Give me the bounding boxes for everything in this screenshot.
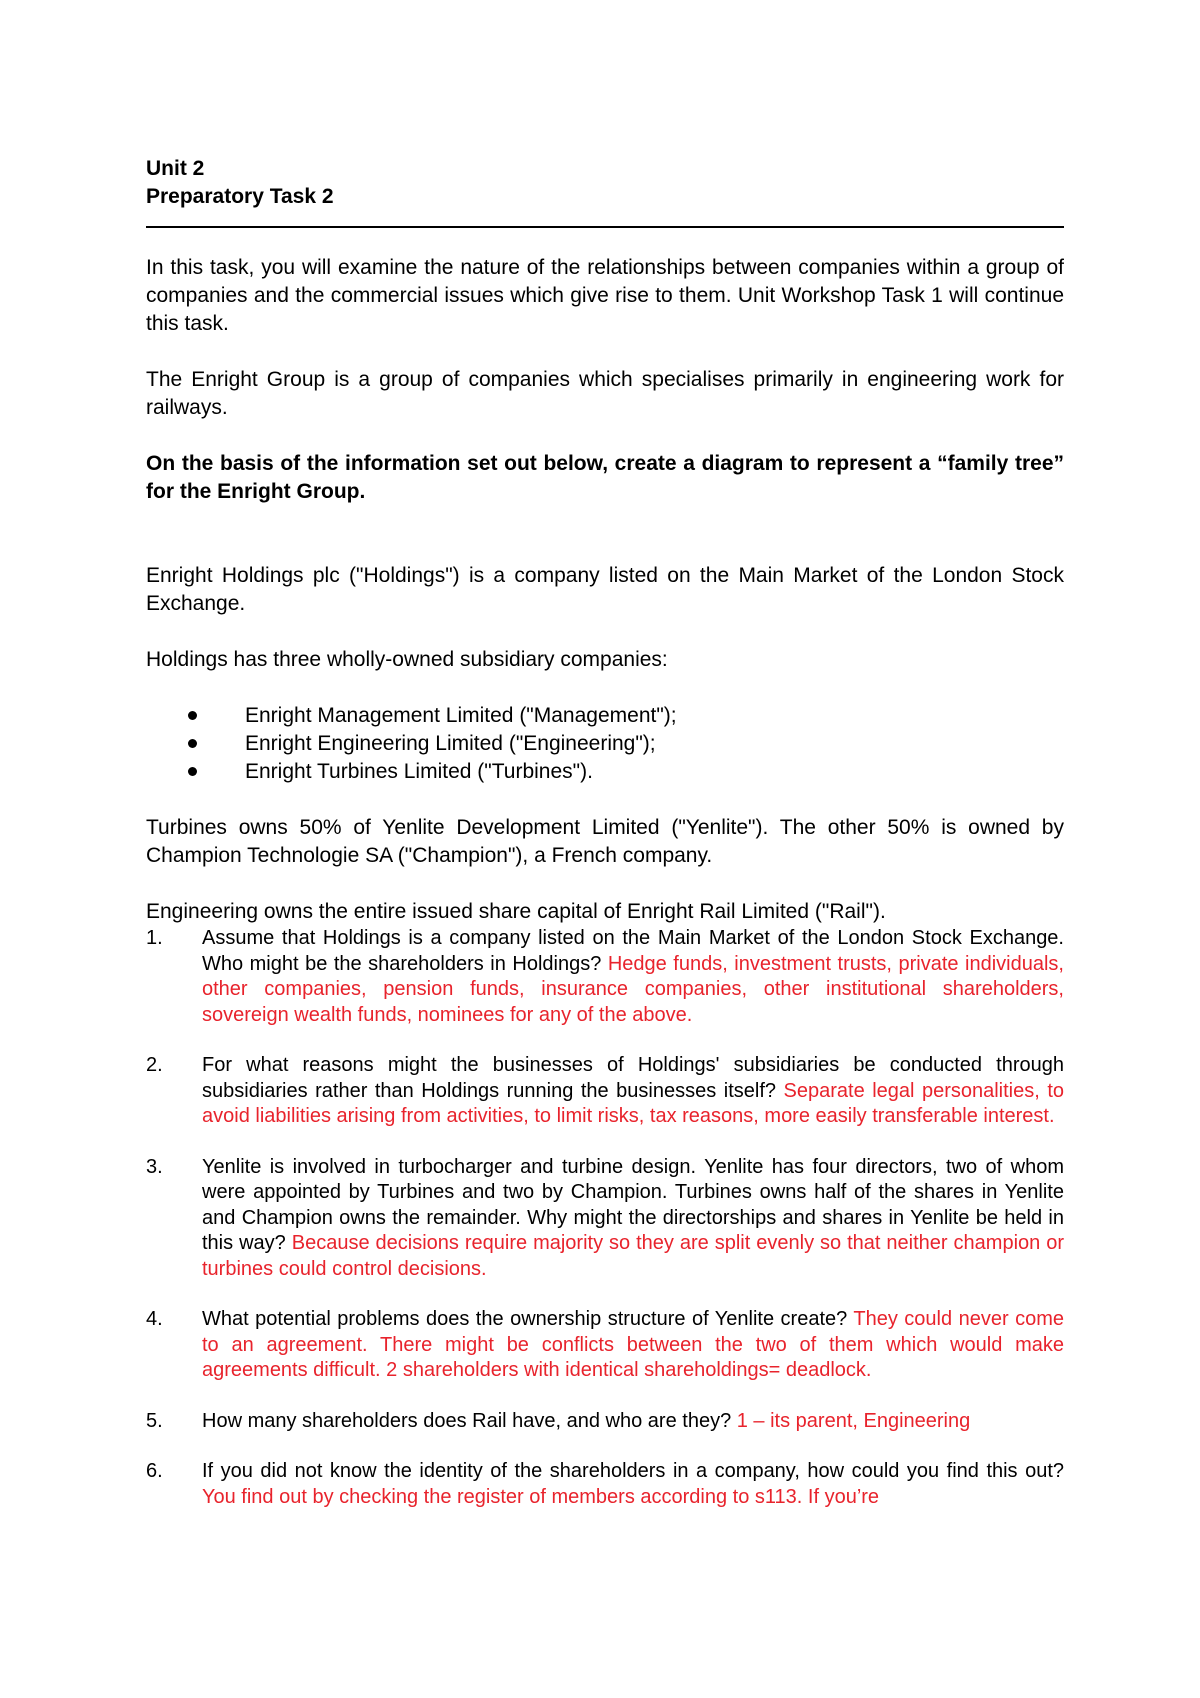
subsidiary-list	[146, 702, 1064, 786]
bullet-icon	[188, 767, 197, 776]
question-text: If you did not know the identity of the shareholders in a company, how could you find this out?	[202, 1460, 1064, 1482]
holdings-description: Enright Holdings plc ("Holdings") is a company listed on the Main Market of the London Stock Exchange.	[146, 564, 1064, 615]
question-number: 2.	[146, 1054, 163, 1076]
answer-text: Because decisions require majority so they are split evenly so that neither champion or turbines could control decisions.	[202, 1232, 1064, 1280]
question-list	[146, 926, 1064, 1510]
question-item	[146, 1307, 1064, 1384]
question-item	[146, 1459, 1064, 1510]
question-text: What potential problems does the ownership structure of Yenlite create?	[202, 1308, 854, 1330]
group-description: The Enright Group is a group of companies which specialises primarily in engineering work for railways.	[146, 368, 1064, 419]
intro-paragraph: In this task, you will examine the nature of the relationships between companies within a group of companies and the commercial issues which give rise to them. Unit Workshop Task 1 will continue this task.	[146, 256, 1064, 335]
question-text: Assume that Holdings is a company listed on the Main Market of the London Stock Exchange. Who might be the shareholders in Holdings?	[202, 927, 1064, 975]
question-item	[146, 926, 1064, 1028]
list-item: Enright Management Limited ("Management");	[146, 702, 1064, 730]
question-number: 3.	[146, 1155, 163, 1178]
answer-text: You find out by checking the register of members according to s113. If you’re	[202, 1485, 880, 1508]
question-number: 6.	[146, 1460, 163, 1482]
answer-text: Hedge funds, investment trusts, private individuals, other companies, pension funds, insurance companies, other institutional shareholders, sovereign wealth funds, nominees for any of the above.	[202, 952, 1064, 1026]
question-text: How many shareholders does Rail have, and who are they?	[202, 1409, 737, 1432]
question-item	[146, 1409, 1064, 1435]
document-content	[146, 155, 1064, 1510]
answer-text: Separate legal personalities, to avoid liabilities arising from activities, to limit risks, tax reasons, more easily transferable interest.	[202, 1079, 1064, 1127]
answer-text: They could never come to an agreement. There might be conflicts between the two of them which would make agreements difficult. 2 shareholders with identical shareholdings= deadlock.	[202, 1308, 1064, 1381]
question-item	[146, 1155, 1064, 1283]
answer-text: 1 – its parent, Engineering	[736, 1409, 971, 1432]
question-number: 4.	[146, 1308, 163, 1330]
unit-title: Unit 2	[146, 157, 205, 180]
question-text: For what reasons might the businesses of Holdings' subsidiaries be conducted through subsidiaries rather than Holdings running the businesses itself?	[202, 1054, 1064, 1102]
list-item: Enright Turbines Limited ("Turbines").	[146, 758, 1064, 786]
list-item: Enright Engineering Limited ("Engineering");	[146, 730, 1064, 758]
question-number: 1.	[146, 927, 163, 949]
question-number: 5.	[146, 1409, 163, 1432]
question-text: Yenlite is involved in turbocharger and turbine design. Yenlite has four directors, two of whom were appointed by Turbines and two by Champion. Turbines owns half of the shares in Yenlite and Champion owns the remainder. Why might the directorships and shares in Yenlite be held in this way?	[202, 1155, 1064, 1254]
bullet-icon	[188, 711, 197, 720]
turbines-ownership: Turbines owns 50% of Yenlite Development Limited ("Yenlite"). The other 50% is owned by Champion Technologie SA ("Champion"), a French company.	[146, 816, 1064, 867]
engineering-ownership: Engineering owns the entire issued share capital of Enright Rail Limited ("Rail").	[146, 900, 886, 923]
title-divider	[146, 226, 1064, 228]
task-title: Preparatory Task 2	[146, 185, 334, 208]
bullet-icon	[188, 739, 197, 748]
question-item	[146, 1053, 1064, 1130]
subsidiaries-intro: Holdings has three wholly-owned subsidiary companies:	[146, 648, 668, 671]
task-instruction: On the basis of the information set out below, create a diagram to represent a “family tree” for the Enright Group.	[146, 452, 1064, 503]
